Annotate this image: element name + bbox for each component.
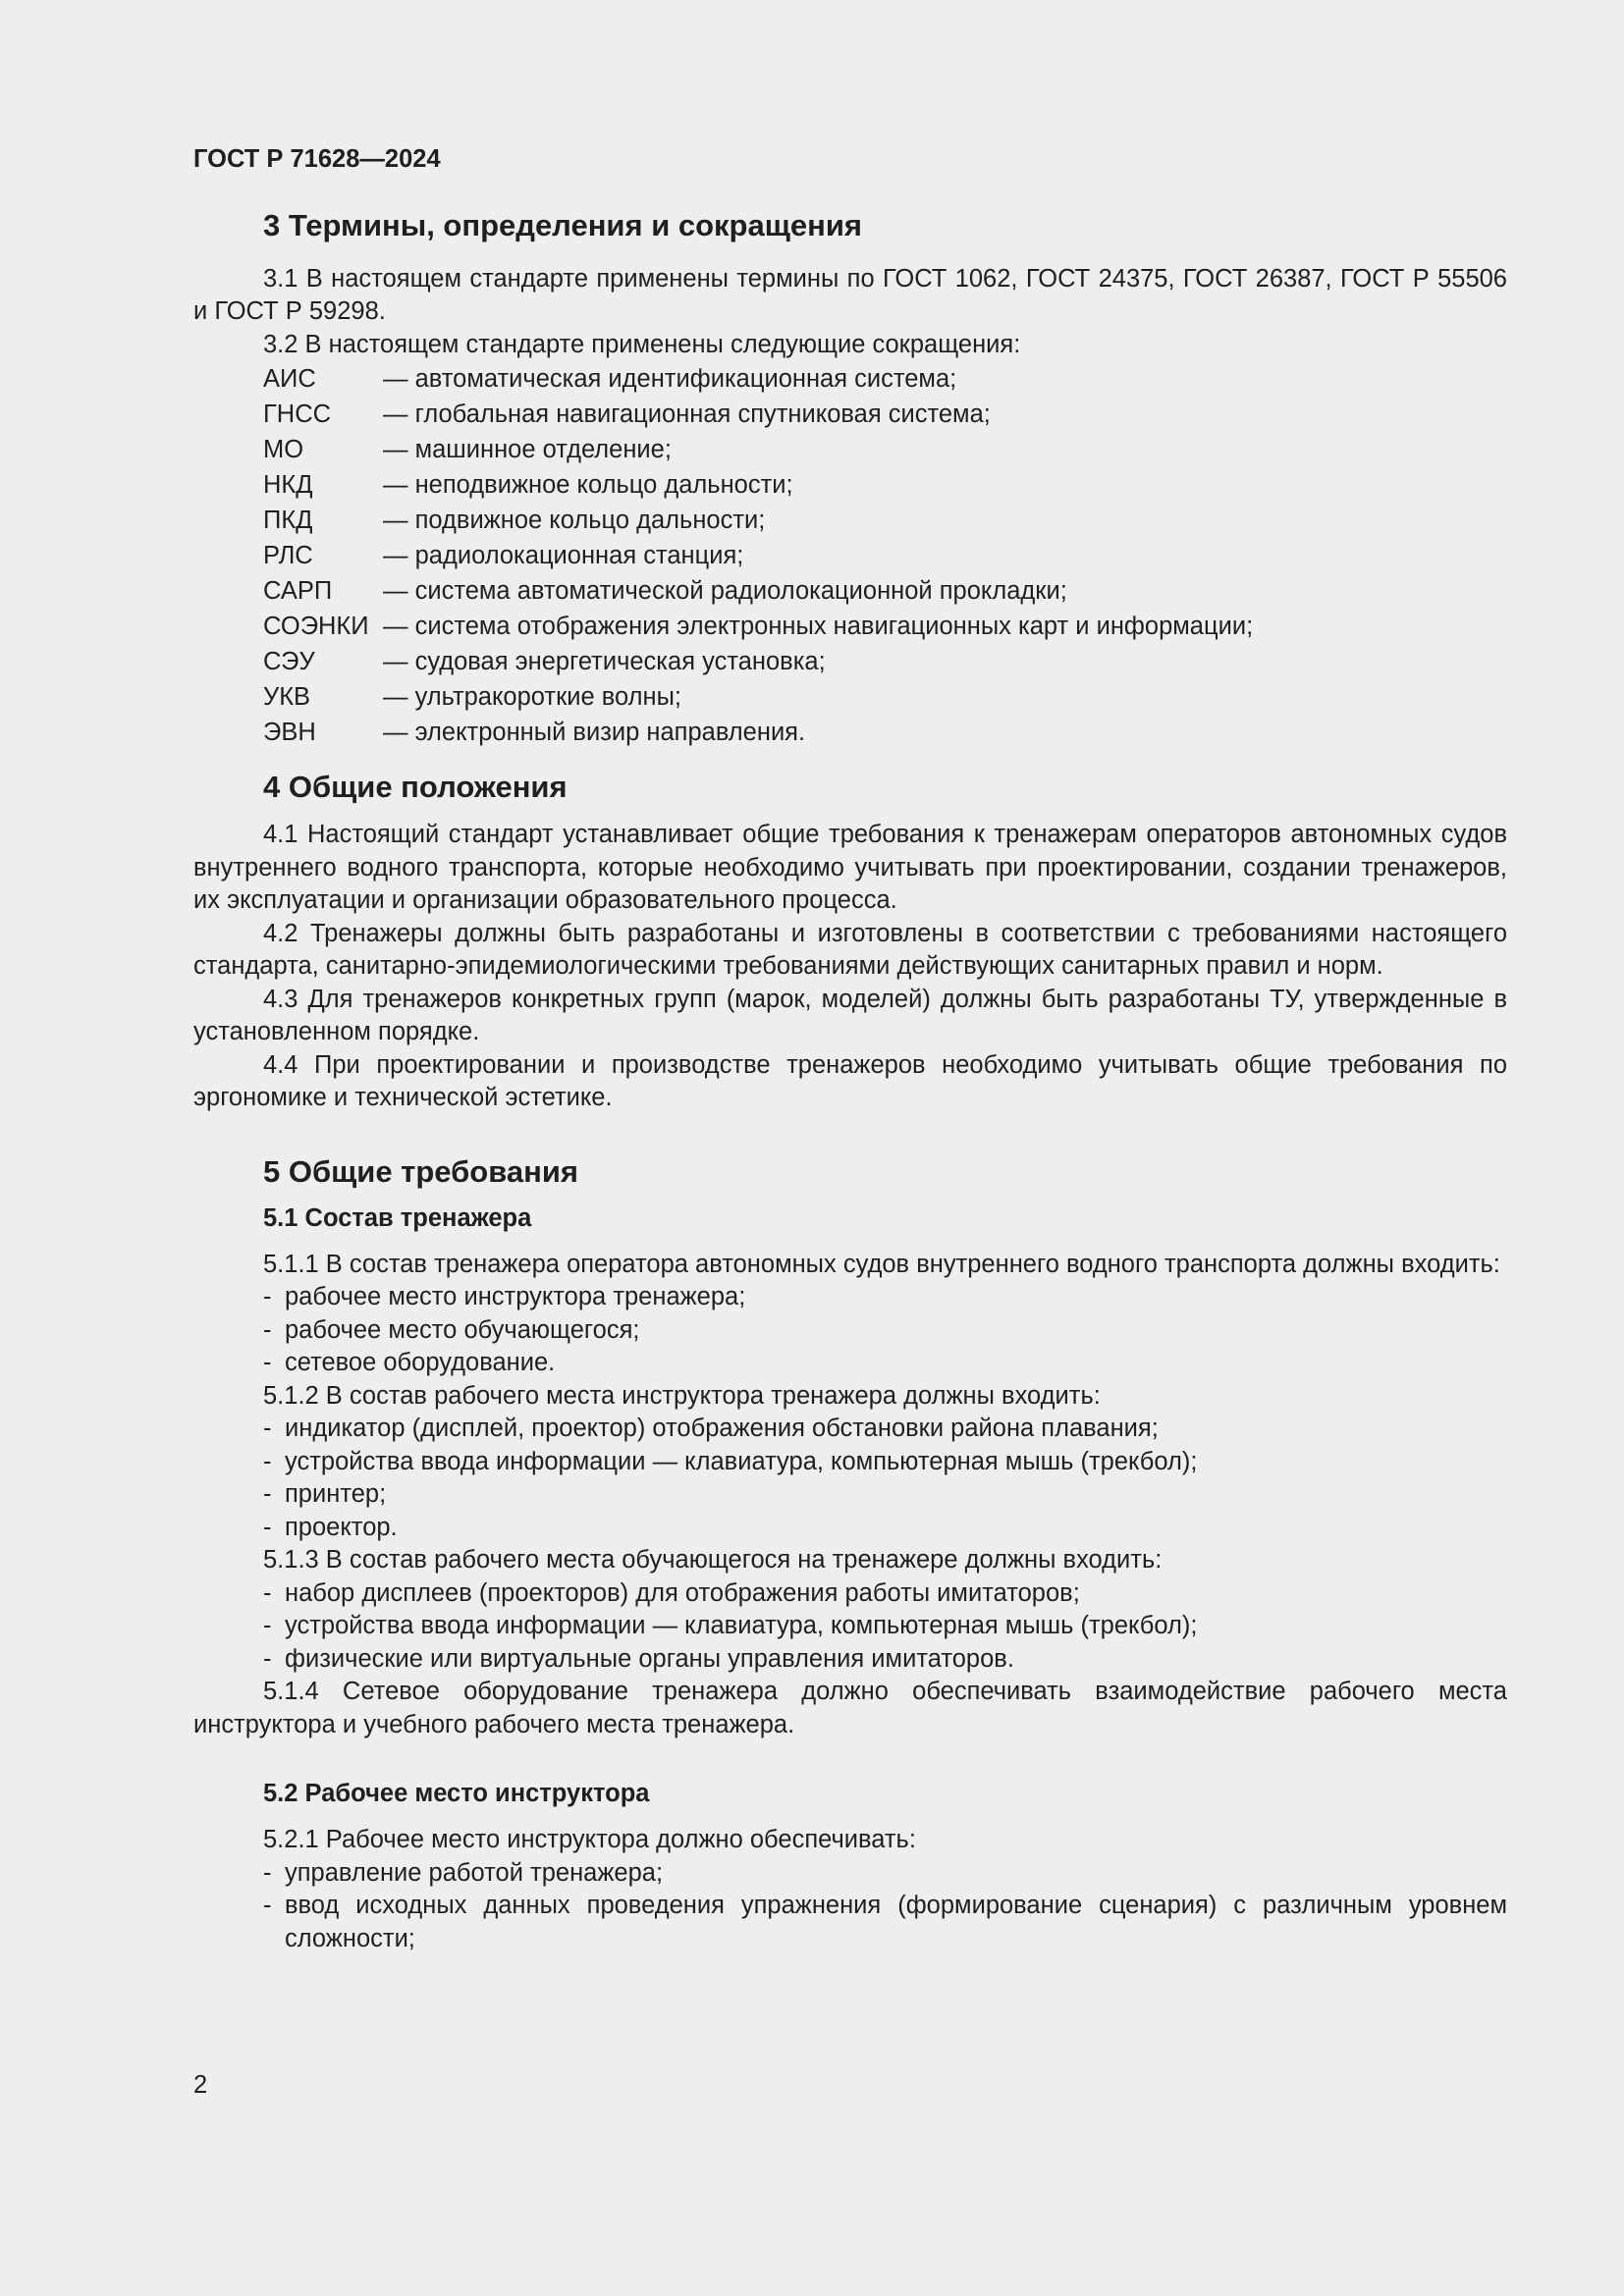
abbreviation-definition: — система отображения электронных навигационных карт и информации; [383, 613, 1254, 640]
list-item: - ввод исходных данных проведения упражнения (формирование сценария) с различным уровнем сложности; [193, 1890, 1507, 1955]
page-number: 2 [193, 2071, 208, 2099]
abbreviation-term: СОЭНКИ [263, 613, 369, 640]
abbreviation-term: РЛС [263, 542, 313, 569]
list-dash: - [263, 1578, 272, 1607]
paragraph-4-3: 4.3 Для тренажеров конкретных групп (марок, моделей) должны быть разработаны ТУ, утвержденные в установленном порядке. [193, 985, 1507, 1045]
list-dash: - [263, 1513, 272, 1541]
abbreviation-row [193, 467, 1507, 503]
abbreviation-row [193, 715, 1507, 750]
abbreviation-term: ЭВН [263, 719, 316, 746]
list-item: - проектор. [193, 1512, 1507, 1545]
abbreviation-list [193, 361, 1507, 750]
list-dash: - [263, 1612, 272, 1639]
list-dash: - [263, 1415, 272, 1442]
abbreviation-definition: — радиолокационная станция; [383, 542, 744, 569]
abbreviation-term: УКВ [263, 683, 311, 711]
list-dash: - [263, 1349, 272, 1376]
section-3-title: 3 Термины, определения и сокращения [263, 207, 862, 242]
abbreviation-row [193, 397, 1507, 432]
abbreviation-definition: — неподвижное кольцо дальности; [383, 471, 793, 499]
paragraph-4-1: 4.1 Настоящий стандарт устанавливает общие требования к тренажерам операторов автономных судов внутреннего водного транспорта, которые необходимо учитывать при проектировании, создании тренажеров, их эксплуатации и организации образовательного процесса. [193, 821, 1507, 914]
list-dash: - [263, 1892, 272, 1919]
paragraph-3-1: 3.1 В настоящем стандарте применены термины по ГОСТ 1062, ГОСТ 24375, ГОСТ 26387, ГОСТ Р 55506 и ГОСТ Р 59298. [193, 264, 1507, 325]
section-4-title: 4 Общие положения [263, 770, 568, 804]
abbreviation-term: АИС [263, 365, 316, 393]
abbreviation-row [193, 644, 1507, 679]
paragraph-4-2: 4.2 Тренажеры должны быть разработаны и изготовлены в соответствии с требованиями настоящего стандарта, санитарно-эпидемиологическими требованиями действующих санитарных правил и норм. [193, 919, 1507, 980]
list-5-2-1 [193, 1857, 1507, 1956]
abbreviation-definition: — ультракороткие волны; [383, 683, 682, 711]
abbreviation-row [193, 609, 1507, 644]
abbreviation-definition: — машинное отделение; [383, 436, 672, 463]
list-item: - набор дисплеев (проекторов) для отображения работы имитаторов; [193, 1577, 1507, 1611]
page-content [193, 143, 1507, 1955]
abbreviation-row [193, 573, 1507, 609]
abbreviation-definition: — подвижное кольцо дальности; [383, 507, 766, 534]
list-item: - физические или виртуальные органы управления имитаторов. [193, 1643, 1507, 1677]
paragraph-4-4: 4.4 При проектировании и производстве тренажеров необходимо учитывать общие требования по эргономике и технической эстетике. [193, 1050, 1507, 1111]
abbreviation-term: САРП [263, 577, 333, 605]
abbreviation-row [193, 679, 1507, 715]
list-item: - индикатор (дисплей, проектор) отображения обстановки района плавания; [193, 1413, 1507, 1446]
list-5-1-3 [193, 1577, 1507, 1677]
list-dash: - [263, 1283, 272, 1310]
abbreviation-definition: — электронный визир направления. [383, 719, 806, 746]
abbreviation-definition: — автоматическая идентификационная система; [383, 365, 957, 393]
subsection-5-1-title: 5.1 Состав тренажера [263, 1203, 532, 1232]
list-item: - устройства ввода информации — клавиатура, компьютерная мышь (трекбол); [193, 1446, 1507, 1479]
abbreviation-term: МО [263, 436, 304, 463]
abbreviation-term: ПКД [263, 507, 313, 534]
paragraph-3-2: 3.2 В настоящем стандарте применены следующие сокращения: [263, 330, 1021, 358]
abbreviation-row [193, 503, 1507, 538]
list-dash: - [263, 1315, 272, 1344]
paragraph-5-1-1: 5.1.1 В состав тренажера оператора автономных судов внутреннего водного транспорта должны входить: [263, 1250, 1500, 1278]
subsection-5-2-title: 5.2 Рабочее место инструктора [263, 1780, 650, 1807]
abbreviation-term: ГНСС [263, 400, 332, 428]
list-item: - устройства ввода информации — клавиатура, компьютерная мышь (трекбол); [193, 1610, 1507, 1643]
list-dash: - [263, 1447, 272, 1475]
list-item: - сетевое оборудование. [193, 1347, 1507, 1380]
abbreviation-row [193, 361, 1507, 397]
paragraph-5-1-4: 5.1.4 Сетевое оборудование тренажера должно обеспечивать взаимодействие рабочего места инструктора и учебного рабочего места тренажера. [193, 1678, 1507, 1738]
abbreviation-term: СЭУ [263, 648, 315, 675]
paragraph-5-1-3: 5.1.3 В состав рабочего места обучающегося на тренажере должны входить: [263, 1546, 1163, 1574]
list-dash: - [263, 1858, 272, 1887]
abbreviation-definition: — судовая энергетическая установка; [383, 648, 826, 675]
list-dash: - [263, 1644, 272, 1673]
section-5-title: 5 Общие требования [263, 1153, 578, 1189]
list-dash: - [263, 1480, 272, 1508]
abbreviation-term: НКД [263, 471, 313, 499]
list-item: - управление работой тренажера; [193, 1857, 1507, 1891]
paragraph-5-1-2: 5.1.2 В состав рабочего места инструктора тренажера должны входить: [263, 1381, 1101, 1410]
abbreviation-row [193, 432, 1507, 467]
paragraph-5-2-1: 5.2.1 Рабочее место инструктора должно обеспечивать: [263, 1826, 916, 1853]
document-id: ГОСТ Р 71628—2024 [193, 145, 441, 173]
list-item: - принтер; [193, 1478, 1507, 1512]
abbreviation-row [193, 538, 1507, 573]
list-5-1-1 [193, 1281, 1507, 1380]
abbreviation-definition: — глобальная навигационная спутниковая система; [383, 400, 991, 428]
abbreviation-definition: — система автоматической радиолокационной прокладки; [383, 577, 1067, 605]
list-item: - рабочее место обучающегося; [193, 1314, 1507, 1348]
list-5-1-2 [193, 1413, 1507, 1544]
list-item: - рабочее место инструктора тренажера; [193, 1281, 1507, 1314]
